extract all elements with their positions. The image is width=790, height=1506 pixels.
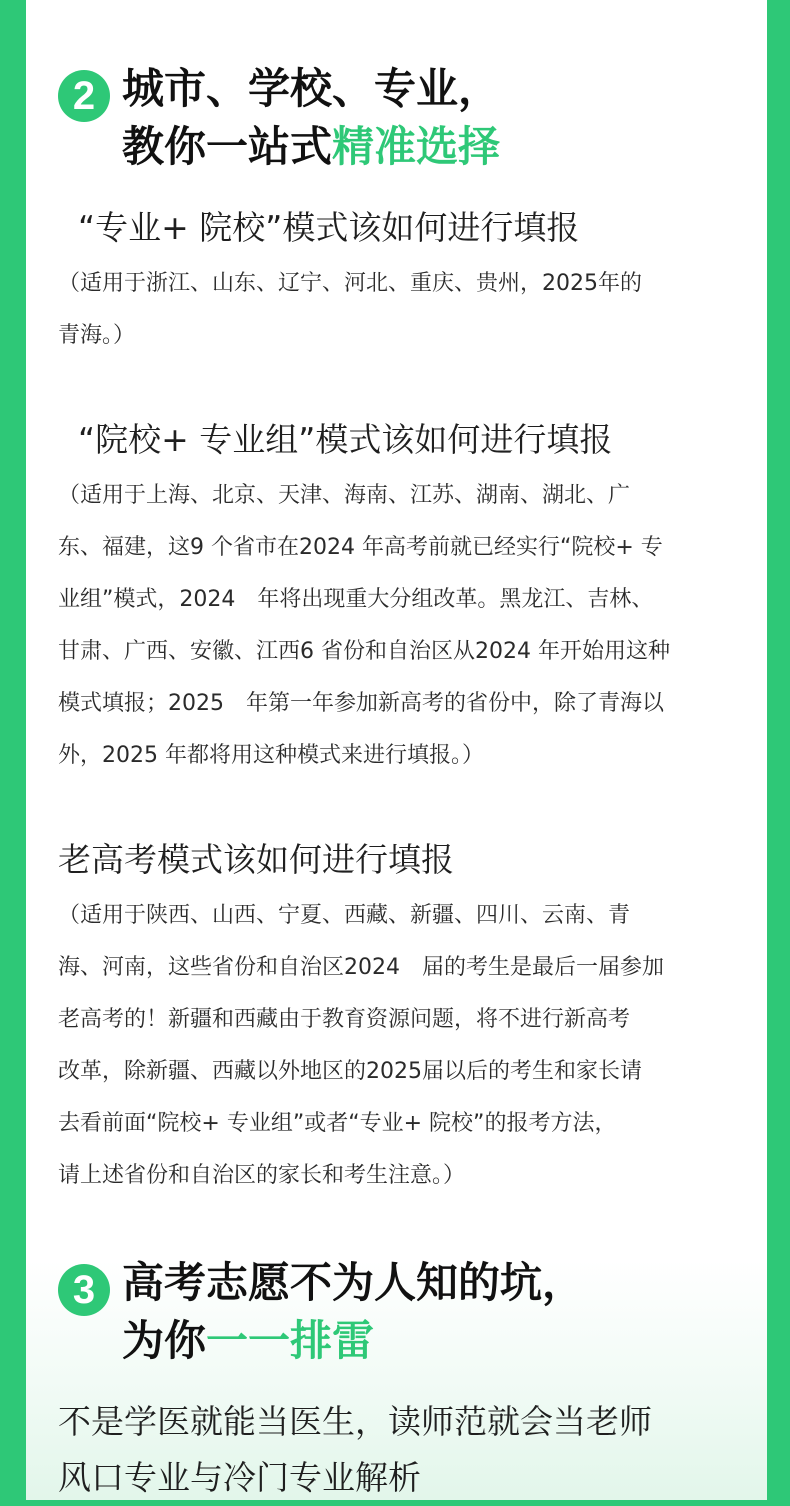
note-line: （适用于浙江、山东、辽宁、河北、重庆、贵州，2025年的 — [58, 271, 642, 296]
section-3-title-line1: 高考志愿不为人知的坑， — [122, 1258, 585, 1307]
mode-2-title: “院校+ 专业组”模式该如何进行填报 — [78, 420, 613, 459]
section-3-title-line2 — [122, 1312, 374, 1370]
section-2-title-line1: 城市、学校、专业， — [122, 64, 501, 113]
note-line: （适用于上海、北京、天津、海南、江苏、湖南、湖北、广 — [58, 483, 631, 508]
section-3-header — [58, 1254, 584, 1316]
note-line: 去看前面“院校+ 专业组”或者“专业+ 院校”的报考方法， — [58, 1111, 617, 1136]
note-line: 业组”模式，2024 年将出现重大分组改革。黑龙江、吉林、 — [58, 587, 654, 612]
section-2-header — [58, 60, 500, 122]
section-2-title-line2 — [122, 118, 500, 176]
section-3-title — [122, 1254, 584, 1312]
mode-3-note — [58, 890, 748, 1202]
note-line: 东、福建，这9 个省市在2024 年高考前就已经实行“院校+ 专 — [58, 535, 663, 560]
note-line: 老高考的！新疆和西藏由于教育资源问题，将不进行新高考 — [58, 1007, 631, 1032]
myth-item-hot-cold-majors: 风口专业与冷门专业解析 — [58, 1458, 421, 1497]
section-3-header-line2 — [58, 1312, 374, 1370]
section-2-title-prefix: 教你一站式 — [122, 122, 333, 171]
section-number-badge: 2 — [58, 70, 110, 122]
mode-2-note — [58, 470, 748, 782]
myth-item-doctor-teacher: 不是学医就能当医生，读师范就会当老师 — [58, 1402, 652, 1441]
mode-1-title: “专业+ 院校”模式该如何进行填报 — [78, 208, 580, 247]
mode-3-title: 老高考模式该如何进行填报 — [58, 840, 454, 879]
note-line: （适用于陕西、山西、宁夏、西藏、新疆、四川、云南、青 — [58, 903, 631, 928]
mode-1-note — [58, 258, 748, 362]
section-3-title-prefix: 为你 — [122, 1316, 207, 1365]
note-line: 改革，除新疆、西藏以外地区的2025届以后的考生和家长请 — [58, 1059, 642, 1084]
section-2-title — [122, 60, 500, 118]
section-2-header-line2 — [58, 118, 500, 176]
section-3-title-accent: 一一排雷 — [206, 1316, 375, 1365]
section-2-title-accent: 精准选择 — [332, 122, 501, 171]
note-line: 甘肃、广西、安徽、江西6 省份和自治区从2024 年开始用这种 — [58, 639, 670, 664]
section-number-badge: 3 — [58, 1264, 110, 1316]
note-line: 请上述省份和自治区的家长和考生注意。） — [58, 1163, 466, 1188]
note-line: 模式填报；2025 年第一年参加新高考的省份中，除了青海以 — [58, 691, 664, 716]
note-line: 青海。） — [58, 323, 136, 348]
note-line: 海、河南，这些省份和自治区2024 届的考生是最后一届参加 — [58, 955, 664, 980]
note-line: 外，2025 年都将用这种模式来进行填报。） — [58, 743, 484, 768]
